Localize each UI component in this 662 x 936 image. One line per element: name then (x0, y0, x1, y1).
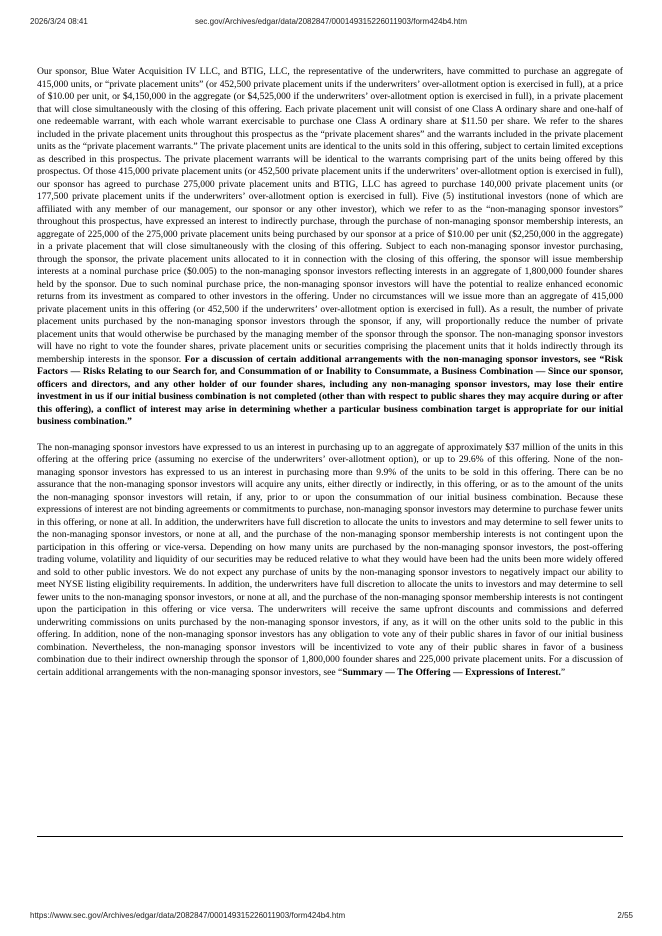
paragraph-private-placement (37, 66, 623, 429)
summary-offering-reference: Summary — The Offering — Expressions of Interest. (342, 666, 561, 678)
risk-factors-reference: For a discussion of certain additional arrangements with the non-managing sponsor investors, see “Risk Factors — Risks Relating to our Search for, and Consummation of or Inability to Consummate, a Business Combination — Since our sponsor, officers and directors, and any other holder of our founder shares, including any non-managing sponsor investors, may lose their entire investment in us if our initial business combination is not completed (other than with respect to public shares they may acquire during or after this offering), a conflict of interest may arise in determining whether a particular business combination target is appropriate for our initial business combination.” (37, 353, 623, 427)
closing-quote: ” (560, 666, 566, 678)
paragraph-text: Our sponsor, Blue Water Acquisition IV LLC, and BTIG, LLC, the representative of the underwriters, have committed to purchase an aggregate of 415,000 units, or “private placement units” (or 452,500 private placement units if the underwriters’ over-allotment option is exercised in full), at a price of $10.00 per unit, or $4,150,000 in the aggregate (or $4,525,000 if the underwriters’ over-allotment option is exercised in full), in a private placement that will close simultaneously with the closing of this offering. Each private placement unit will consist of one Class A ordinary share and one-half of one redeemable warrant, with each whole warrant exercisable to purchase one Class A ordinary share at $11.50 per share. We refer to the shares included in the private placement units throughout this prospectus as the “private placement shares” and the warrants included in the private placement units as the “private placement warrants.” The private placement units are identical to the units sold in this offering, subject to certain limited exceptions as described in this prospectus. The private placement warrants will be identical to the warrants comprising part of the units being offered by this prospectus. Of those 415,000 private placement units (or 452,500 private placement units if the underwriters’ over-allotment option is exercised in full), our sponsor has agreed to purchase 275,000 private placement units and BTIG, LLC has agreed to purchase 140,000 private placement units (or 177,500 private placement units if the underwriters’ over-allotment option is exercised in full). Five (5) institutional investors (none of which are affiliated with any member of our management, our sponsor or any other investor), which we refer to as the “non-managing sponsor investors” throughout this prospectus, have expressed an interest to indirectly purchase, through the purchase of non-managing sponsor membership interests, an aggregate of 225,000 of the 275,000 private placement units being purchased by our sponsor at a price of $10.00 per unit ($2,250,000 in the aggregate) in a private placement that will close simultaneously with the closing of this offering. Subject to each non-managing sponsor investor purchasing, through the sponsor, the private placement units allocated to it in connection with the closing of this offering, the sponsor will issue membership interests at a nominal purchase price ($0.005) to the non-managing sponsor investors reflecting interests in an aggregate of 1,800,000 founder shares held by the sponsor. Due to such nominal purchase price, the non-managing sponsor investors will have the potential to realize enhanced economic returns from its investment as compared to other investors in the offering. Under no circumstances will we issue more than an aggregate of 415,000 private placement units in this offering (or 452,500 if the underwriters’ over-allotment option is exercised in full). As a result, the number of private placement units purchased by the non-managing sponsor investors through the sponsor, if any, will proportionally reduce the number of private placement units that would otherwise be purchased by the managing member of the sponsor through the sponsor. The non-managing sponsor investors will have no right to vote the founder shares, private placement units or securities comprising the placement units that it holds indirectly through its membership interests in the sponsor. (37, 66, 623, 365)
print-url: https://www.sec.gov/Archives/edgar/data/2082847/000149315226011903/form424b4.htm (30, 911, 346, 920)
browser-print-header (0, 17, 662, 29)
section-divider (37, 836, 623, 837)
print-page-number: 2/55 (617, 911, 633, 920)
document-body (37, 66, 623, 679)
print-datetime: 2026/3/24 08:41 (30, 17, 88, 26)
browser-print-footer (0, 911, 662, 923)
paragraph-text: The non-managing sponsor investors have expressed to us an interest in purchasing up to an aggregate of approximately $37 million of the units in this offering at the offering price (assuming no exercise of the underwriters’ over-allotment option), or up to 29.6% of this offering. None of the non-managing sponsor investors has expressed to us an interest in purchasing more than 9.9% of the units to be sold in this offering. There can be no assurance that the non-managing sponsor investors will acquire any units, either directly or indirectly, in this offering, or as to the amount of the units the non-managing sponsor investors will retain, if any, prior to or upon the consummation of our initial business combination. Because these expressions of interest are not binding agreements or commitments to purchase, non-managing sponsor investors may determine to purchase fewer units in this offering, or none at all. In addition, the underwriters have full discretion to allocate the units to investors and may determine to sell fewer units to the non-managing sponsor investors, or none at all, and the purchase of the non-managing sponsor membership interests is not contingent upon the participation in this offering or vice-versa. Depending on how many units are purchased by the non-managing sponsor investors, the post-offering trading volume, volatility and liquidity of our securities may be reduced relative to what they would have been had the units been more widely offered and sold to other public investors. We do not expect any purchase of units by the non-managing sponsor investors to negatively impact our ability to meet NYSE listing eligibility requirements. In addition, the underwriters have full discretion to allocate the units to investors and may determine to sell fewer units to the non-managing sponsor investors, or none at all, and the purchase of the non-managing sponsor membership interests is not contingent upon the participation in this offering or vice versa. The underwriters will receive the same upfront discounts and commissions and deferred underwriting commissions on units purchased by the non-managing sponsor investors, if any, as it will on the other units sold to the public in this offering. In addition, none of the non-managing sponsor investors has any obligation to vote any of their public shares in favor of our initial business combination. Nevertheless, the non-managing sponsor investors will be incentivized to vote any of their public shares in favor of a business combination due to their indirect ownership through the sponsor of 1,800,000 founder shares and 225,000 private placement units. For a discussion of certain additional arrangements with the non-managing sponsor investors, see “ (37, 441, 623, 678)
print-page-title: sec.gov/Archives/edgar/data/2082847/000149315226011903/form424b4.htm (194, 17, 468, 26)
paragraph-non-managing-investors (37, 442, 623, 680)
